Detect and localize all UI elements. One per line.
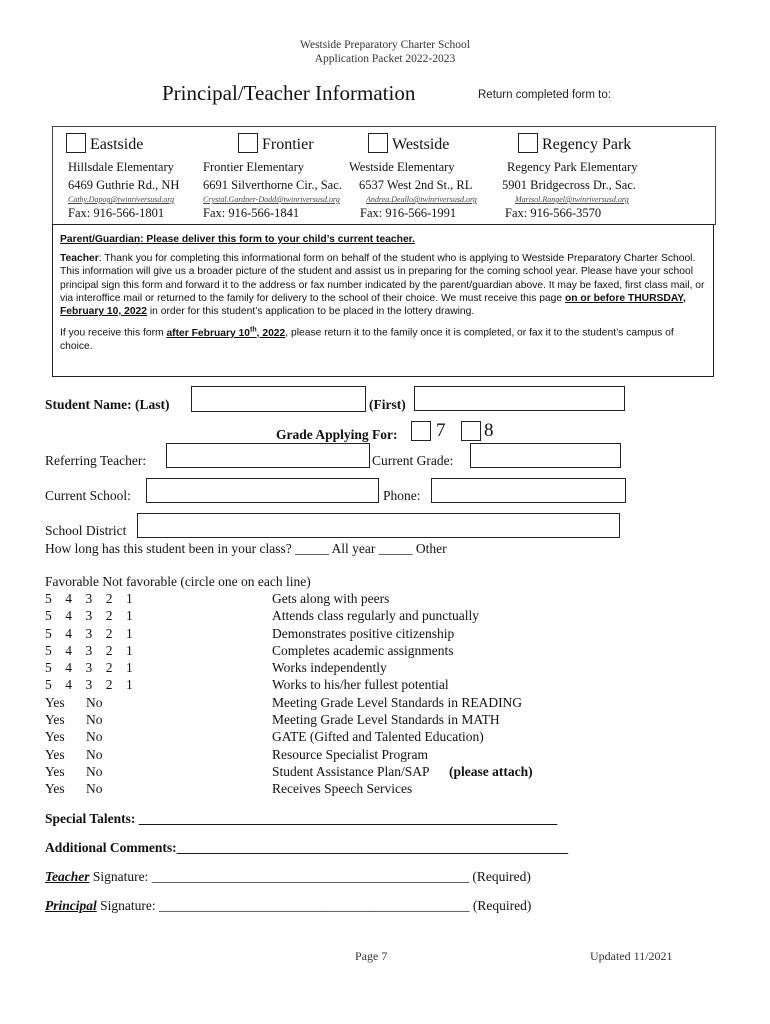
- regency-park-checkbox[interactable]: [518, 133, 538, 153]
- frontier-fax: Fax: 916-566-1841: [203, 206, 300, 220]
- rating-item-label: Receives Speech Services: [272, 781, 413, 797]
- updated-date: Updated 11/2021: [590, 949, 673, 963]
- regency-park-school-name: Regency Park Elementary: [507, 160, 638, 174]
- principal-signature-field[interactable]: [45, 898, 531, 914]
- rating-scale-row: [45, 625, 645, 642]
- teacher-label: Teacher: [60, 253, 99, 265]
- school-name: Westside Preparatory Charter School: [300, 39, 470, 51]
- rating-scale-options[interactable]: 5 4 3 2 1: [45, 642, 133, 658]
- westside-address: 6537 West 2nd St., RL: [359, 178, 473, 192]
- current-grade-input[interactable]: [470, 443, 621, 468]
- late-date-sup: th: [250, 326, 257, 334]
- rating-scale-row: [45, 607, 645, 624]
- no-option[interactable]: No: [86, 763, 103, 779]
- rating-item-label: Resource Specialist Program: [272, 746, 428, 762]
- yes-no-row: [45, 746, 645, 763]
- westside-checkbox[interactable]: [368, 133, 388, 153]
- frontier-checkbox[interactable]: [238, 133, 258, 153]
- eastside-school-name: Hillsdale Elementary: [68, 160, 174, 174]
- eastside-checkbox[interactable]: [66, 133, 86, 153]
- principal-signature-rest: Signature: ______________________________________________ (Required): [96, 898, 532, 913]
- no-option[interactable]: No: [86, 746, 103, 762]
- regency-park-fax: Fax: 916-566-3570: [505, 206, 602, 220]
- phone-input[interactable]: [431, 478, 626, 503]
- late-form-text: If you receive this form: [60, 327, 167, 339]
- yes-option[interactable]: Yes: [45, 729, 65, 745]
- school-district-input[interactable]: [137, 513, 620, 538]
- grade-7-label: 7: [436, 420, 446, 441]
- yes-option[interactable]: Yes: [45, 746, 65, 762]
- principal-word: Principal: [45, 898, 97, 913]
- grade-applying-label: Grade Applying For:: [276, 427, 398, 442]
- rating-item-label: Meeting Grade Level Standards in MATH: [272, 712, 500, 728]
- referring-teacher-input[interactable]: [166, 443, 370, 468]
- eastside-address: 6469 Guthrie Rd., NH: [68, 178, 180, 192]
- grade-8-checkbox[interactable]: [461, 421, 481, 441]
- yes-no-row: [45, 763, 645, 780]
- late-date-text: [166, 328, 285, 339]
- yes-no-row: [45, 728, 645, 745]
- how-long-question: How long has this student been in your class? _____ All year _____ Other: [45, 541, 447, 556]
- yes-no-row: [45, 780, 645, 797]
- frontier-school-name: Frontier Elementary: [203, 160, 305, 174]
- teacher-word: Teacher: [45, 869, 90, 884]
- rating-scale-options[interactable]: 5 4 3 2 1: [45, 591, 133, 606]
- current-school-label: Current School:: [45, 488, 131, 503]
- school-district-label: School District: [45, 523, 127, 538]
- rating-item-label: GATE (Gifted and Talented Education): [272, 729, 484, 745]
- rating-scale-options[interactable]: 5 4 3 2 1: [45, 625, 133, 641]
- grade-8-label: 8: [484, 420, 494, 441]
- yes-option[interactable]: Yes: [45, 712, 65, 728]
- late-form-text-end: , please return it to the family once it is completed, or fax it to the student’s campus of choice.: [60, 327, 674, 352]
- phone-label: Phone:: [383, 488, 421, 503]
- rating-item-label: Demonstrates positive citizenship: [272, 625, 455, 641]
- rating-scale-row: [45, 590, 645, 607]
- referring-teacher-label: Referring Teacher:: [45, 453, 147, 468]
- rating-item-label: Completes academic assignments: [272, 642, 454, 658]
- additional-comments-field[interactable]: Additional Comments:__________________________________________________________: [45, 840, 569, 855]
- no-option[interactable]: No: [86, 694, 103, 710]
- frontier-address: 6691 Silverthorne Cir., Sac.: [203, 178, 342, 192]
- no-option[interactable]: No: [86, 712, 103, 728]
- rating-scale-options[interactable]: 5 4 3 2 1: [45, 608, 133, 624]
- instructions-box: [52, 224, 714, 377]
- yes-option[interactable]: Yes: [45, 694, 65, 710]
- teacher-instructions: [60, 252, 706, 318]
- rating-scale-header: Favorable Not favorable (circle one on each line): [45, 574, 311, 589]
- no-option[interactable]: No: [86, 781, 103, 797]
- regency-park-address: 5901 Bridgecross Dr., Sac.: [502, 178, 637, 192]
- rating-list: [45, 590, 645, 798]
- current-grade-label: Current Grade:: [372, 453, 454, 468]
- yes-option[interactable]: Yes: [45, 781, 65, 797]
- yes-no-row: [45, 694, 645, 711]
- student-last-name-input[interactable]: [191, 386, 366, 412]
- deadline-text: on or before THURSDAY, February 10, 2022: [60, 292, 686, 318]
- frontier-label: Frontier: [262, 136, 314, 153]
- eastside-label: Eastside: [90, 136, 144, 153]
- late-date-year: , 2022: [256, 327, 286, 339]
- parent-guardian-heading: Parent/Guardian: Please deliver this form to your child’s current teacher.: [60, 234, 415, 245]
- rating-item-label: Works independently: [272, 660, 387, 676]
- student-first-name-input[interactable]: [414, 386, 625, 411]
- yes-option[interactable]: Yes: [45, 763, 65, 779]
- packet-year: Application Packet 2022-2023: [314, 53, 456, 65]
- westside-fax: Fax: 916-566-1991: [360, 206, 457, 220]
- late-date-main: after February 10: [166, 327, 251, 339]
- rating-item-label: Student Assistance Plan/SAP: [272, 763, 430, 779]
- rating-item-note: (please attach): [449, 763, 533, 779]
- rating-item-label: Gets along with peers: [272, 591, 390, 606]
- rating-scale-row: [45, 659, 645, 676]
- westside-email[interactable]: Andrea.Deallo@twinriversusd.org: [366, 195, 477, 204]
- no-option[interactable]: No: [86, 729, 103, 745]
- rating-scale-options[interactable]: 5 4 3 2 1: [45, 660, 133, 676]
- regency-park-email[interactable]: Marisol.Rangel@twinriversusd.org: [515, 195, 629, 204]
- rating-scale-row: [45, 642, 645, 659]
- rating-scale-options[interactable]: 5 4 3 2 1: [45, 677, 133, 693]
- return-to-label: Return completed form to:: [478, 89, 611, 101]
- eastside-email[interactable]: Cathy.Dapog@twinriversusd.org: [68, 195, 175, 204]
- rating-item-label: Meeting Grade Level Standards in READING: [272, 694, 523, 710]
- late-form-instructions: [60, 323, 706, 353]
- teacher-signature-rest: Signature: _______________________________________________ (Required): [89, 869, 531, 884]
- frontier-email[interactable]: Crystal.Gardner-Dodd@twinriversusd.org: [203, 195, 340, 204]
- grade-7-checkbox[interactable]: [411, 421, 431, 441]
- special-talents-field[interactable]: Special Talents: ______________________________________________________________: [45, 811, 558, 826]
- first-name-label: (First): [369, 397, 406, 412]
- teacher-signature-field[interactable]: [45, 869, 531, 885]
- rating-item-label: Attends class regularly and punctually: [272, 608, 479, 624]
- regency-park-label: Regency Park: [542, 136, 632, 153]
- rating-item-label: Works to his/her fullest potential: [272, 677, 449, 693]
- teacher-instructions-text: : Thank you for completing this informational form on behalf of the student who is applying to Westside Preparatory Charter School. This information will give us a broader picture of the student and assist us in preparing for the coming school year. Please have your school principal sign this form and forward it to the address or fax number indicated by the parent/guardian above. It may be faxed, first class mail, or via interoffice mail or returned to the family for delivery to the school of their choice. We must receive this page: [60, 253, 705, 304]
- current-school-input[interactable]: [146, 478, 379, 503]
- student-name-label: Student Name: (Last): [45, 397, 170, 412]
- westside-label: Westside: [392, 136, 450, 153]
- page-number: Page 7: [355, 949, 388, 963]
- teacher-instructions-end: in order for this student’s application to be placed in the lottery drawing.: [147, 306, 475, 318]
- westside-school-name: Westside Elementary: [349, 160, 455, 174]
- page-title: Principal/Teacher Information: [162, 81, 416, 105]
- eastside-fax: Fax: 916-566-1801: [68, 206, 165, 220]
- rating-scale-row: [45, 676, 645, 693]
- yes-no-row: [45, 711, 645, 728]
